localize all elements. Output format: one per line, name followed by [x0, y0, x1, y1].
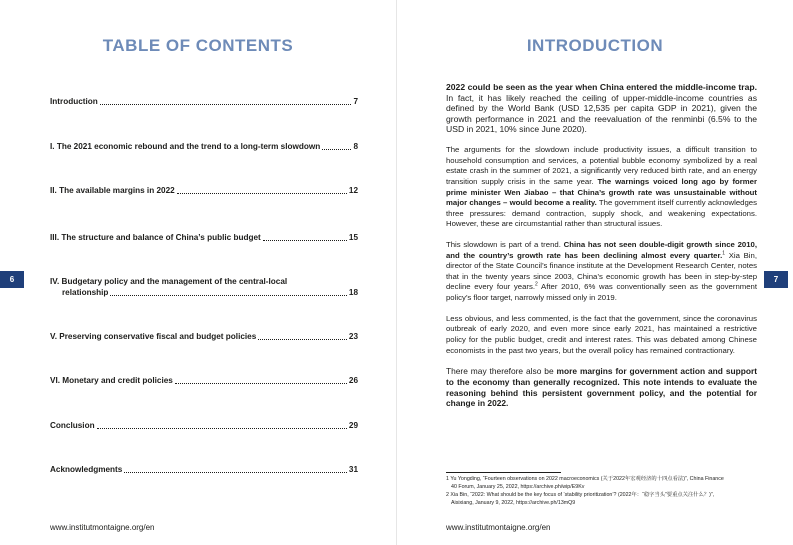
left-page [0, 0, 396, 545]
intro-paragraph-3 [446, 240, 757, 304]
toc-entry-label: VI. Monetary and credit policies [50, 376, 173, 385]
toc-entry-label-continued: relationship [62, 288, 109, 297]
intro-paragraph-1-text: In fact, it has likely reached the ceiling of upper-middle-income countries as defined by the World Bank (USD 12,535 per capita GDP in 2021), given the growth performance in 2021 and the reevaluation of the renminbi (6.5% to the USD in 2021, 10% since June 2020). [446, 92, 757, 135]
intro-paragraph-5-text: There may therefore also be [446, 366, 557, 377]
page-number-tab-right: 7 [764, 271, 788, 288]
intro-paragraph-3-emphasis: China has not seen double-digit growth since 2010, and the country’s growth rate has been declining almost every quarter. [446, 240, 757, 260]
intro-paragraph-3-text-middle: Xia Bin, director of the State Council’s finance institute at the Development Research Center, notes that in the twenty years since 2003, China’s economic growth has been in step-by-step decline every four years. [446, 250, 757, 292]
toc-entry-label: III. The structure and balance of China’s public budget [50, 233, 261, 242]
toc-entry-label: I. The 2021 economic rebound and the trend to a long-term slowdown [50, 142, 321, 151]
toc-dot-leader [97, 428, 347, 429]
intro-paragraph-4-text: Less obvious, and less commented, is the fact that the government, since the coronavirus outbreak of early 2020, and even more since early 2021, has maintained a restrictive policy for the public budget, credit and interest rates. This was debated among Chinese economists in the past two years, but the overall policy has remained contractionary. [446, 313, 757, 355]
toc-entry-introduction[interactable] [50, 96, 358, 107]
toc-dot-leader [258, 339, 347, 340]
toc-entry-page: 8 [353, 142, 358, 151]
introduction-title: INTRODUCTION [526, 36, 664, 55]
toc-entry-acknowledgments[interactable] [50, 464, 358, 475]
toc-entry-label: Acknowledgments [50, 465, 123, 474]
toc-entry-page: 7 [353, 97, 358, 106]
toc-dot-leader [263, 240, 347, 241]
introduction-body [446, 82, 757, 419]
toc-dot-leader [100, 104, 352, 105]
toc-entry-label: Conclusion [50, 421, 95, 430]
intro-paragraph-1-lead: 2022 could be seen as the year when China entered the middle-income trap. [446, 82, 757, 92]
footnote-ref-2[interactable]: 2 [535, 281, 538, 288]
toc-entry-page: 18 [348, 288, 358, 297]
footer-url[interactable]: www.institutmontaigne.org/en [446, 523, 551, 532]
toc-entry-label: Introduction [50, 97, 98, 106]
toc-dot-leader [322, 149, 351, 150]
footnote-1-line-2[interactable]: 40 Forum, January 25, 2022, https://archive.ph/wip/E9Kv [451, 483, 585, 490]
toc-entry-label: V. Preserving conservative fiscal and budget policies [50, 332, 257, 341]
toc-entry-chapter-1[interactable] [50, 141, 358, 152]
footnote-1-line-1: 1 Yu Yongding, “Fourteen observations on 2022 macroeconomics (关于2022年宏观经济的十四点看法)”, China Finance [446, 476, 724, 482]
toc-entry-chapter-3[interactable] [50, 232, 358, 243]
toc-entry-page: 31 [348, 465, 358, 474]
toc-entry-page: 29 [348, 421, 358, 430]
footer-url[interactable]: www.institutmontaigne.org/en [50, 523, 155, 532]
footnote-2 [446, 492, 757, 507]
footnote-2-line-2[interactable]: Aisixiang, January 9, 2022, https://archive.ph/13mQ9 [451, 499, 576, 506]
toc-entry-chapter-2[interactable] [50, 185, 358, 196]
toc-dot-leader [177, 193, 347, 194]
toc-entry-page: 12 [348, 186, 358, 195]
toc-entry-page: 15 [348, 233, 358, 242]
intro-paragraph-5-emphasis: more margins for government action and support to the economy than generally recognized. This note intends to evaluate the reasoning behind this persistent government policy, and the potential for change in 2022. [446, 366, 757, 409]
page-number-tab-left: 6 [0, 271, 24, 288]
intro-paragraph-2-emphasis: The warnings voiced long ago by former prime minister Wen Jiabao – that China’s growth rate was unsustainable without major changes – would become a reality. [446, 176, 757, 208]
intro-paragraph-4 [446, 314, 757, 356]
toc-entry-page: 23 [348, 332, 358, 341]
footnote-1 [446, 476, 757, 491]
intro-paragraph-3-text: This slowdown is part of a trend. [446, 240, 564, 250]
toc-entry-label: IV. Budgetary policy and the management of the central-local [50, 277, 288, 286]
footnote-ref-1[interactable]: 1 [722, 250, 726, 257]
toc-entry-page: 26 [348, 376, 358, 385]
toc-entry-label: II. The available margins in 2022 [50, 186, 175, 195]
toc-entry-chapter-5[interactable] [50, 331, 358, 342]
intro-paragraph-3-text-end: After 2010, 6% was conventionally seen as the government policy’s floor target, narrowly missed only in 2019. [446, 282, 757, 303]
toc-title: TABLE OF CONTENTS [102, 36, 294, 55]
intro-paragraph-2 [446, 145, 757, 230]
footnotes [446, 476, 757, 508]
toc-entry-chapter-6[interactable] [50, 375, 358, 386]
intro-paragraph-5 [446, 366, 757, 408]
toc-dot-leader [175, 383, 347, 384]
footnote-2-line-1: 2 Xia Bin, “2022: What should be the key focus of ‘stability prioritization’? (2022年：“稳字当头”要重点关注什么？)”, [446, 492, 715, 499]
intro-paragraph-2-text: The arguments for the slowdown include productivity issues, a difficult transition to household consumption and services, a potential bubble economy symbolized by a real estate crash in the summer of 2021, a significantly very reduced birth rate, and an energy transition supply crisis in the same year. [446, 145, 757, 186]
footnote-divider [446, 472, 561, 473]
toc-dot-leader [124, 472, 347, 473]
intro-paragraph-1 [446, 82, 757, 135]
right-page [397, 0, 793, 545]
toc-dot-leader [110, 295, 346, 296]
toc-entry-chapter-4[interactable] [50, 276, 358, 298]
intro-paragraph-2-text-end: The government itself currently acknowledges three pressures: demand contraction, supply shock, and weakening expectations. However, these are circumstantial rather than structural issues. [446, 198, 757, 229]
toc-entry-conclusion[interactable] [50, 420, 358, 431]
